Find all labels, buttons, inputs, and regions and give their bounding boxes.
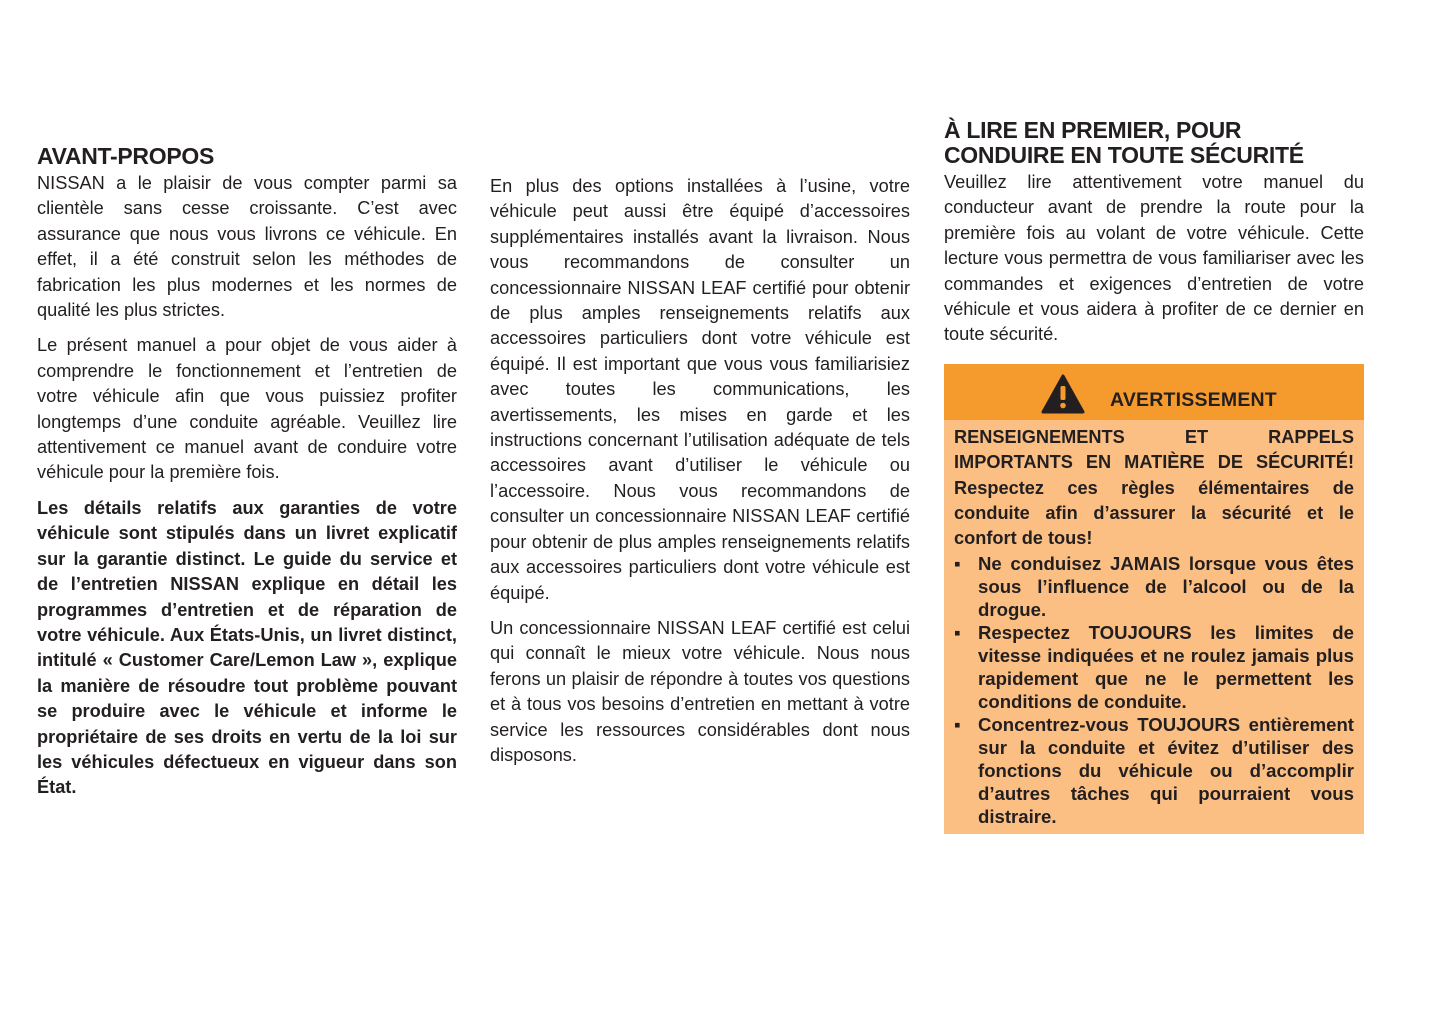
right-column <box>944 118 1364 834</box>
warning-box <box>944 364 1364 834</box>
accessories-paragraph: En plus des options installées à l’usine, votre véhicule peut aussi être équipé d’accessoires supplémentaires installés avant la livraison. Nous vous recommandons de consulter un concessionnaire NISSAN LEAF certifié pour obtenir de plus amples renseignements relatifs aux accessoires particuliers dont votre véhicule est équipé. Il est important que vous vous familiarisiez avec toutes les communications, les avertissements, les mises en garde et les instructions concernant l’utilisation adéquate de tels accessoires avant d’utiliser le véhicule ou l’accessoire. Nous vous recommandons de consulter un concessionnaire NISSAN LEAF certifié pour obtenir de plus amples renseignements relatifs aux accessoires particuliers dont votre véhicule est équipé. <box>490 176 910 603</box>
warranty-paragraph: Les détails relatifs aux garanties de votre véhicule sont stipulés dans un livret explicatif sur la garantie distinct. Le guide du service et de l’entretien NISSAN explique en détail les programmes d’entretien et de réparation de votre véhicule. Aux États-Unis, un livret distinct, intitulé « Customer Care/Lemon Law », explique la manière de résoudre tout problème pouvant se produire avec le véhicule et informe le propriétaire de ses droits en vertu de la loi sur les véhicules défectueux en vigueur dans son État. <box>37 497 457 798</box>
warning-list <box>954 552 1354 828</box>
warning-item-text: Ne conduisez JAMAIS lorsque vous êtes sous l’influence de l’alcool ou de la drogue. <box>978 552 1354 620</box>
warning-triangle-icon <box>1041 374 1085 414</box>
read-first-heading-line1: À LIRE EN PREMIER, POUR <box>944 117 1242 143</box>
manual-purpose-paragraph: Le présent manuel a pour objet de vous aider à comprendre le fonctionnement et l’entretien de votre véhicule afin que vous puissiez profiter longtemps d’une conduite agréable. Veuillez lire attentivement ce manuel avant de conduire votre véhicule pour la première fois. <box>37 335 457 483</box>
middle-column <box>490 174 910 778</box>
warning-title: AVERTISSEMENT <box>1110 388 1277 411</box>
bullet-icon: ▪ <box>954 713 961 735</box>
warning-header <box>944 364 1364 420</box>
warning-intro: RENSEIGNEMENTS ET RAPPELS IMPORTANTS EN MATIÈRE DE SÉCURITÉ! Respectez ces règles élémentaires de conduite afin d’assurer la sécurité et le confort de tous! <box>954 426 1354 549</box>
left-column <box>37 144 457 811</box>
read-manual-paragraph: Veuillez lire attentivement votre manuel du conducteur avant de prendre la route pour la première fois au volant de votre véhicule. Cette lecture vous permettra de vous familiariser avec les commandes et exigences d’entretien de votre véhicule et vous aidera à profiter de ce dernier en toute sécurité. <box>944 172 1364 345</box>
read-first-heading-line2: CONDUIRE EN TOUTE SÉCURITÉ <box>944 142 1304 168</box>
intro-paragraph: NISSAN a le plaisir de vous compter parmi sa clientèle sans cesse croissante. C’est avec assurance que nous vous livrons ce véhicule. En effet, il a été construit selon les méthodes de fabrication les plus modernes et les normes de qualité les plus strictes. <box>37 173 457 321</box>
dealer-paragraph: Un concessionnaire NISSAN LEAF certifié est celui qui connaît le mieux votre véhicule. Nous nous ferons un plaisir de répondre à toutes vos questions et à tous vos besoins d’entretien en mettant à votre service les ressources considérables dont nous disposons. <box>490 617 910 765</box>
warning-body <box>944 420 1364 834</box>
read-first-heading <box>944 118 1364 168</box>
warning-item-text: Concentrez-vous TOUJOURS entièrement sur la conduite et évitez d’utiliser des fonctions du véhicule ou d’accomplir d’autres tâches qui pourraient vous distraire. <box>978 713 1354 827</box>
warning-item <box>954 621 1354 713</box>
bullet-icon: ▪ <box>954 552 961 574</box>
warning-item <box>954 713 1354 828</box>
warning-item-text: Respectez TOUJOURS les limites de vitesse indiquées et ne roulez jamais plus rapidement que ne le permettent les conditions de conduite. <box>978 621 1354 712</box>
warning-item <box>954 552 1354 621</box>
bullet-icon: ▪ <box>954 621 961 643</box>
avant-propos-heading: AVANT-PROPOS <box>37 143 215 169</box>
